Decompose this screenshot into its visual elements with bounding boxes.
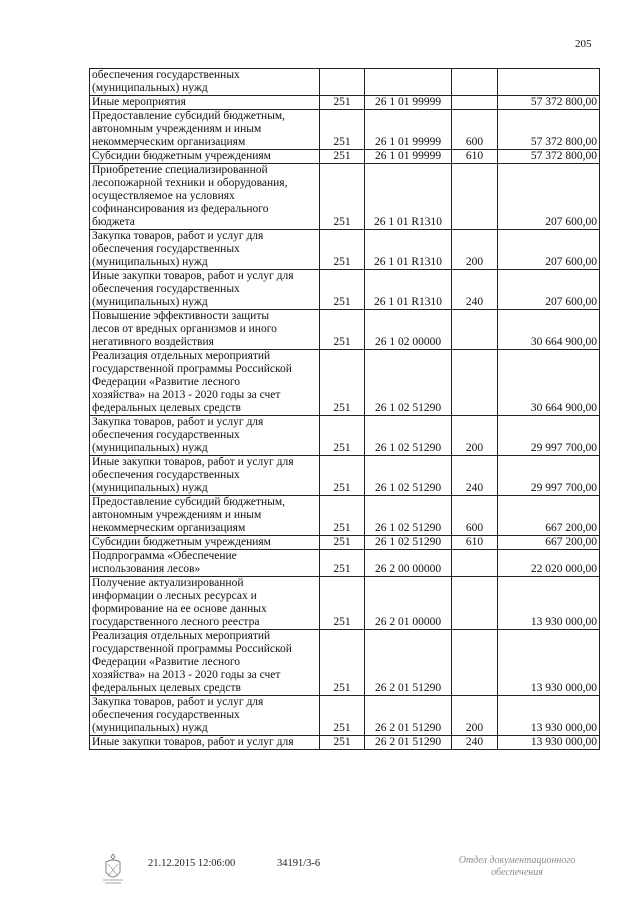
row-target-article: 26 2 01 51290 [365, 630, 452, 696]
row-name: Иные закупки товаров, работ и услуг для [90, 736, 320, 750]
row-ministry-code: 251 [320, 736, 365, 750]
row-expense-type [452, 164, 498, 230]
table-row [90, 270, 600, 310]
table-row [90, 230, 600, 270]
row-amount: 207 600,00 [498, 164, 600, 230]
row-name: Иные закупки товаров, работ и услуг для обеспечения государственных (муниципальных) нужд [90, 456, 320, 496]
table-row [90, 696, 600, 736]
table-row [90, 630, 600, 696]
row-expense-type [452, 350, 498, 416]
row-amount: 13 930 000,00 [498, 630, 600, 696]
table-row [90, 736, 600, 750]
row-ministry-code: 251 [320, 110, 365, 150]
row-ministry-code: 251 [320, 230, 365, 270]
row-target-article: 26 2 00 00000 [365, 550, 452, 577]
row-amount: 13 930 000,00 [498, 696, 600, 736]
row-amount: 13 930 000,00 [498, 736, 600, 750]
row-name: Предоставление субсидий бюджетным, автономным учреждениям и иным некоммерческим организациям [90, 110, 320, 150]
row-target-article: 26 1 01 R1310 [365, 164, 452, 230]
row-ministry-code: 251 [320, 536, 365, 550]
row-expense-type: 240 [452, 736, 498, 750]
row-amount: 30 664 900,00 [498, 350, 600, 416]
row-expense-type: 610 [452, 150, 498, 164]
row-expense-type: 600 [452, 496, 498, 536]
row-ministry-code: 251 [320, 96, 365, 110]
row-ministry-code: 251 [320, 416, 365, 456]
row-target-article: 26 1 01 R1310 [365, 270, 452, 310]
row-name: Закупка товаров, работ и услуг для обеспечения государственных (муниципальных) нужд [90, 696, 320, 736]
row-target-article: 26 2 01 51290 [365, 736, 452, 750]
table-row [90, 456, 600, 496]
row-amount: 667 200,00 [498, 496, 600, 536]
table-row [90, 164, 600, 230]
table-row [90, 350, 600, 416]
row-amount: 57 372 800,00 [498, 150, 600, 164]
row-expense-type [452, 310, 498, 350]
table-row [90, 496, 600, 536]
table-row [90, 110, 600, 150]
row-ministry-code: 251 [320, 310, 365, 350]
footer-doc-number: 34191/3-6 [277, 858, 321, 869]
row-name: Подпрограмма «Обеспечение использования лесов» [90, 550, 320, 577]
row-expense-type: 240 [452, 456, 498, 496]
table-row [90, 310, 600, 350]
row-expense-type [452, 577, 498, 630]
row-amount: 667 200,00 [498, 536, 600, 550]
row-name: Иные мероприятия [90, 96, 320, 110]
row-expense-type [452, 630, 498, 696]
row-ministry-code: 251 [320, 164, 365, 230]
row-ministry-code: 251 [320, 630, 365, 696]
row-target-article [365, 69, 452, 96]
row-target-article: 26 2 01 00000 [365, 577, 452, 630]
row-expense-type [452, 96, 498, 110]
row-expense-type [452, 69, 498, 96]
row-name: Иные закупки товаров, работ и услуг для обеспечения государственных (муниципальных) нужд [90, 270, 320, 310]
row-target-article: 26 1 02 00000 [365, 310, 452, 350]
row-target-article: 26 1 01 99999 [365, 96, 452, 110]
row-ministry-code: 251 [320, 496, 365, 536]
row-amount: 207 600,00 [498, 230, 600, 270]
footer-department-stamp: Отдел документационного обеспечения [458, 855, 576, 878]
table-row [90, 150, 600, 164]
row-amount [498, 69, 600, 96]
row-ministry-code: 251 [320, 270, 365, 310]
row-target-article: 26 2 01 51290 [365, 696, 452, 736]
row-amount: 29 997 700,00 [498, 456, 600, 496]
row-amount: 57 372 800,00 [498, 110, 600, 150]
row-expense-type: 240 [452, 270, 498, 310]
row-name: Закупка товаров, работ и услуг для обеспечения государственных (муниципальных) нужд [90, 230, 320, 270]
page-number: 205 [575, 38, 592, 50]
row-amount: 22 020 000,00 [498, 550, 600, 577]
row-ministry-code: 251 [320, 150, 365, 164]
row-target-article: 26 1 02 51290 [365, 456, 452, 496]
row-target-article: 26 1 02 51290 [365, 536, 452, 550]
row-name: обеспечения государственных (муниципальных) нужд [90, 69, 320, 96]
table-row [90, 96, 600, 110]
row-amount: 13 930 000,00 [498, 577, 600, 630]
row-target-article: 26 1 02 51290 [365, 416, 452, 456]
row-ministry-code: 251 [320, 350, 365, 416]
row-ministry-code: 251 [320, 550, 365, 577]
row-target-article: 26 1 01 99999 [365, 110, 452, 150]
row-name: Предоставление субсидий бюджетным, автономным учреждениям и иным некоммерческим организациям [90, 496, 320, 536]
row-name: Приобретение специализированной лесопожарной техники и оборудования, осуществляемое на условиях софинансирования из федерального бюджета [90, 164, 320, 230]
coat-of-arms-icon [100, 852, 126, 886]
row-amount: 29 997 700,00 [498, 416, 600, 456]
footer-date: 21.12.2015 12:06:00 [148, 858, 236, 869]
row-expense-type: 600 [452, 110, 498, 150]
table-row [90, 69, 600, 96]
row-expense-type: 200 [452, 416, 498, 456]
table-row [90, 416, 600, 456]
table-row [90, 577, 600, 630]
row-target-article: 26 1 01 99999 [365, 150, 452, 164]
row-name: Получение актуализированной информации о лесных ресурсах и формирование на ее основе данных государственного лесного реестра [90, 577, 320, 630]
budget-table-body [90, 69, 600, 750]
row-target-article: 26 1 01 R1310 [365, 230, 452, 270]
row-ministry-code [320, 69, 365, 96]
row-ministry-code: 251 [320, 456, 365, 496]
row-name: Субсидии бюджетным учреждениям [90, 150, 320, 164]
table-row [90, 550, 600, 577]
row-name: Субсидии бюджетным учреждениям [90, 536, 320, 550]
row-expense-type: 610 [452, 536, 498, 550]
row-expense-type [452, 550, 498, 577]
row-name: Реализация отдельных мероприятий государственной программы Российской Федерации «Развитие лесного хозяйства» на 2013 - 2020 годы за счет федеральных целевых средств [90, 630, 320, 696]
row-ministry-code: 251 [320, 696, 365, 736]
row-amount: 207 600,00 [498, 270, 600, 310]
row-expense-type: 200 [452, 230, 498, 270]
row-name: Повышение эффективности защиты лесов от вредных организмов и иного негативного воздействия [90, 310, 320, 350]
row-ministry-code: 251 [320, 577, 365, 630]
row-expense-type: 200 [452, 696, 498, 736]
row-target-article: 26 1 02 51290 [365, 496, 452, 536]
row-amount: 57 372 800,00 [498, 96, 600, 110]
table-row [90, 536, 600, 550]
row-name: Реализация отдельных мероприятий государственной программы Российской Федерации «Развитие лесного хозяйства» на 2013 - 2020 годы за счет федеральных целевых средств [90, 350, 320, 416]
row-target-article: 26 1 02 51290 [365, 350, 452, 416]
budget-table [89, 68, 600, 750]
row-amount: 30 664 900,00 [498, 310, 600, 350]
row-name: Закупка товаров, работ и услуг для обеспечения государственных (муниципальных) нужд [90, 416, 320, 456]
